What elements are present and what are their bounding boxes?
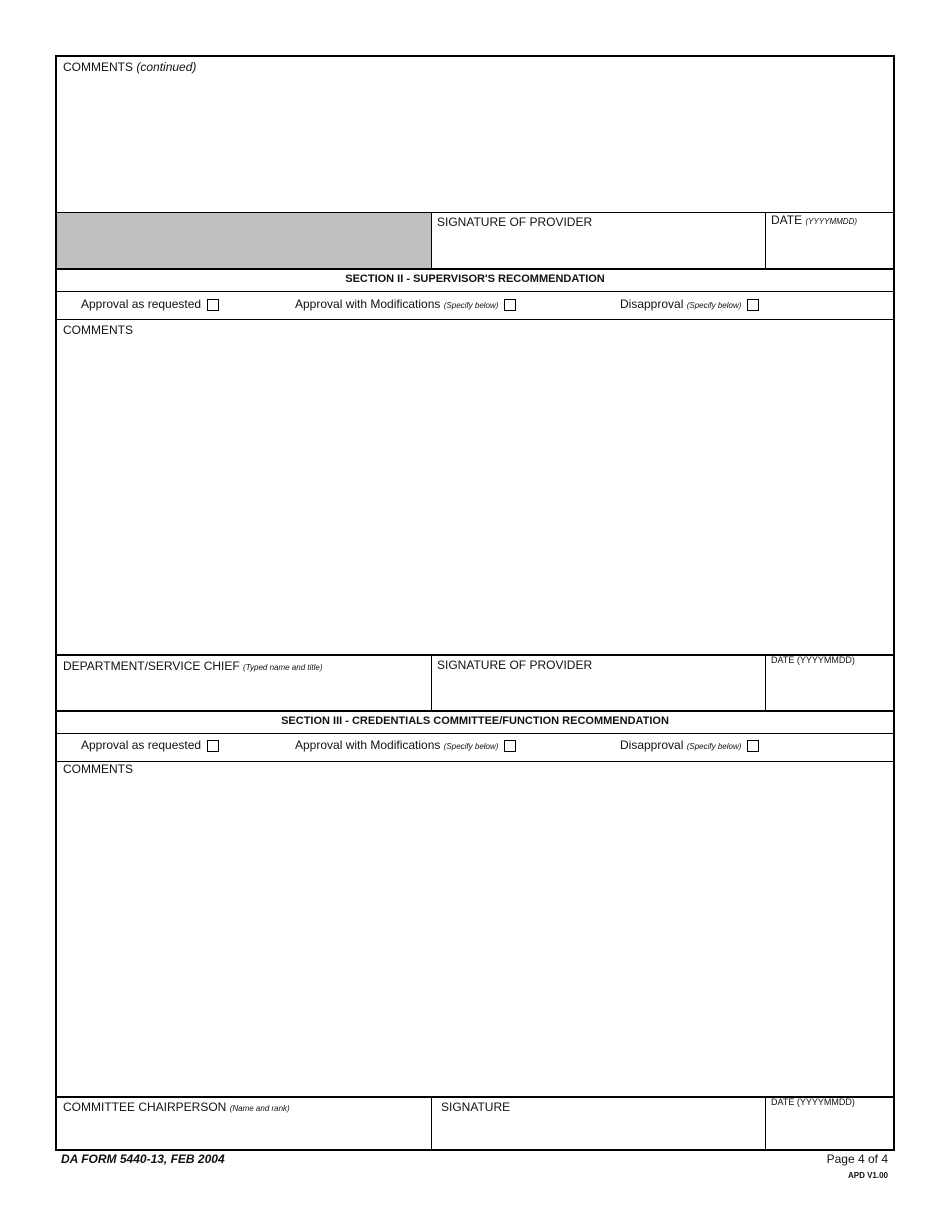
s3-option-approval: Approval as requested <box>81 738 219 752</box>
s2-option-disapproval: Disapproval (Specify below) <box>620 297 759 311</box>
s2-option-approval: Approval as requested <box>81 297 219 311</box>
service-chief-label: DEPARTMENT/SERVICE CHIEF (Typed name and title) <box>63 659 323 673</box>
section-2-title: SECTION II - SUPERVISOR'S RECOMMENDATION <box>345 273 605 285</box>
s3-date-label: DATE (YYYYMMDD) <box>771 1097 855 1107</box>
comments-continued-label: COMMENTS (continued) <box>63 60 197 74</box>
comments-continued-field[interactable] <box>61 77 889 209</box>
divider <box>57 319 893 320</box>
s2-option-modifications: Approval with Modifications (Specify below) <box>295 297 516 311</box>
s3-comments-field[interactable] <box>61 779 889 1091</box>
s2-date-label: DATE (YYYYMMDD) <box>771 655 855 665</box>
s3-date-field[interactable] <box>767 1113 891 1149</box>
version-label: APD V1.00 <box>847 1171 888 1180</box>
s2-signature-field[interactable] <box>433 675 763 709</box>
shaded-cell <box>57 213 431 268</box>
divider <box>431 654 432 710</box>
s3-comments-label: COMMENTS <box>63 762 133 776</box>
chairperson-label: COMMITTEE CHAIRPERSON (Name and rank) <box>63 1100 290 1114</box>
divider <box>765 212 766 268</box>
s3-disapproval-checkbox[interactable] <box>747 740 759 752</box>
s2-approval-checkbox[interactable] <box>207 299 219 311</box>
divider <box>57 291 893 292</box>
s2-signature-label: SIGNATURE OF PROVIDER <box>437 658 593 672</box>
divider <box>57 761 893 762</box>
divider <box>431 212 432 268</box>
date-label: DATE (YYYYMMDD) <box>771 213 858 227</box>
divider <box>57 1096 893 1098</box>
provider-signature-label: SIGNATURE OF PROVIDER <box>437 215 593 229</box>
s3-approval-checkbox[interactable] <box>207 740 219 752</box>
divider <box>57 654 893 656</box>
s3-option-disapproval: Disapproval (Specify below) <box>620 738 759 752</box>
provider-signature-field[interactable] <box>433 232 763 266</box>
page-number: Page 4 of 4 <box>826 1152 888 1166</box>
s2-modifications-checkbox[interactable] <box>504 299 516 311</box>
s3-option-modifications: Approval with Modifications (Specify below) <box>295 738 516 752</box>
divider <box>57 733 893 734</box>
divider <box>765 654 766 710</box>
form-id: DA FORM 5440-13, FEB 2004 <box>61 1152 225 1166</box>
section-3-title: SECTION III - CREDENTIALS COMMITTEE/FUNCTION RECOMMENDATION <box>281 715 669 727</box>
divider <box>57 710 893 712</box>
divider <box>431 1096 432 1151</box>
chairperson-field[interactable] <box>59 1117 429 1149</box>
date-field[interactable] <box>767 232 891 266</box>
divider <box>765 1096 766 1151</box>
s3-modifications-checkbox[interactable] <box>504 740 516 752</box>
form-page <box>55 55 895 1151</box>
s3-signature-field[interactable] <box>433 1117 763 1149</box>
divider <box>57 268 893 270</box>
s2-comments-label: COMMENTS <box>63 323 133 337</box>
s3-signature-label: SIGNATURE <box>441 1100 511 1114</box>
s2-disapproval-checkbox[interactable] <box>747 299 759 311</box>
s2-comments-field[interactable] <box>61 340 889 650</box>
s2-date-field[interactable] <box>767 671 891 709</box>
service-chief-field[interactable] <box>59 675 429 709</box>
